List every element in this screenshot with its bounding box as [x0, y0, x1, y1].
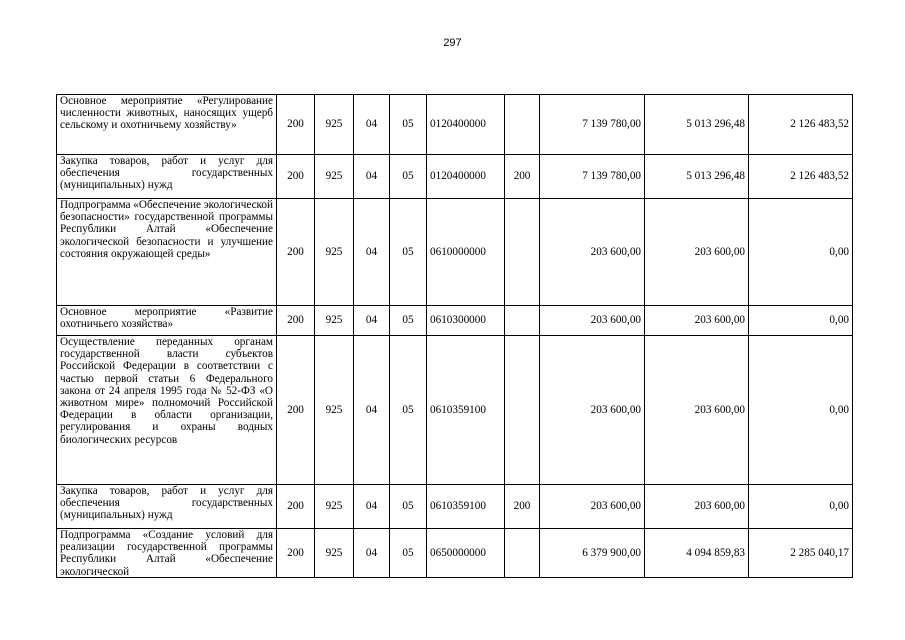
- cell-amount: 7 139 780,00: [540, 95, 645, 155]
- cell-amount: 203 600,00: [645, 306, 749, 336]
- cell-code: 04: [354, 306, 390, 336]
- cell-code: 04: [354, 336, 390, 485]
- cell-code: 200: [277, 529, 315, 578]
- table-row: [57, 199, 853, 306]
- cell-code: 04: [354, 95, 390, 155]
- cell-amount: 7 139 780,00: [540, 155, 645, 199]
- row-description: Осуществление переданных органам государственной власти субъектов Российской Федерации в соответствии с частью первой статьи 6 Федерального закона от 24 апреля 1995 года № 52-ФЗ «О животном мире» полномочий Российской Федерации в области организации, регулирования и охраны водных биологических ресурсов: [57, 336, 277, 485]
- row-description: Закупка товаров, работ и услуг для обеспечения государственных (муниципальных) нужд: [57, 155, 277, 199]
- cell-amount: 5 013 296,48: [645, 155, 749, 199]
- row-description: Основное мероприятие «Регулирование численности животных, наносящих ущерб сельскому и охотничьему хозяйству»: [57, 95, 277, 155]
- cell-code: 925: [315, 306, 354, 336]
- cell-amount: 5 013 296,48: [645, 95, 749, 155]
- cell-amount: 203 600,00: [540, 485, 645, 529]
- cell-amount: 2 285 040,17: [749, 529, 853, 578]
- cell-expense-type: [505, 529, 540, 578]
- cell-amount: 0,00: [749, 199, 853, 306]
- cell-code: 05: [390, 95, 427, 155]
- cell-expense-type: [505, 199, 540, 306]
- cell-code: 200: [277, 155, 315, 199]
- cell-code: 925: [315, 199, 354, 306]
- cell-amount: 0,00: [749, 306, 853, 336]
- table-row: [57, 485, 853, 529]
- table-row: [57, 336, 853, 485]
- cell-code: 05: [390, 306, 427, 336]
- cell-code: 04: [354, 199, 390, 306]
- cell-expense-type: [505, 336, 540, 485]
- table-row: [57, 155, 853, 199]
- row-description-text: Подпрограмма «Создание условий для реализации государственной программы Республики Алтай «Обеспечение экологической: [60, 529, 273, 576]
- cell-code: 05: [390, 336, 427, 485]
- cell-expense-type: 200: [505, 485, 540, 529]
- row-description: Закупка товаров, работ и услуг для обеспечения государственных (муниципальных) нужд: [57, 485, 277, 529]
- cell-code: 05: [390, 529, 427, 578]
- cell-amount: 203 600,00: [645, 199, 749, 306]
- cell-amount: 203 600,00: [540, 336, 645, 485]
- cell-amount: 0,00: [749, 336, 853, 485]
- cell-code: 925: [315, 155, 354, 199]
- cell-amount: 0,00: [749, 485, 853, 529]
- cell-amount: 2 126 483,52: [749, 95, 853, 155]
- cell-target-article: 0610000000: [427, 199, 505, 306]
- cell-code: 05: [390, 199, 427, 306]
- cell-code: 925: [315, 529, 354, 578]
- cell-target-article: 0650000000: [427, 529, 505, 578]
- table-row: [57, 306, 853, 336]
- row-description: Подпрограмма «Обеспечение экологической безопасности» государственной программы Республики Алтай «Обеспечение экологической безопасности и улучшение состояния окружающей среды»: [57, 199, 277, 306]
- cell-amount: 203 600,00: [645, 336, 749, 485]
- cell-code: 05: [390, 485, 427, 529]
- cell-code: 200: [277, 336, 315, 485]
- cell-amount: 203 600,00: [540, 306, 645, 336]
- cell-amount: 4 094 859,83: [645, 529, 749, 578]
- cell-target-article: 0120400000: [427, 95, 505, 155]
- cell-amount: 6 379 900,00: [540, 529, 645, 578]
- cell-code: 200: [277, 199, 315, 306]
- row-description: Основное мероприятие «Развитие охотничьего хозяйства»: [57, 306, 277, 336]
- table-row: [57, 95, 853, 155]
- page-number: 297: [443, 37, 462, 49]
- cell-code: 200: [277, 95, 315, 155]
- cell-expense-type: 200: [505, 155, 540, 199]
- budget-table: [56, 94, 853, 578]
- cell-target-article: 0610359100: [427, 336, 505, 485]
- cell-amount: 203 600,00: [540, 199, 645, 306]
- cell-expense-type: [505, 95, 540, 155]
- cell-code: 925: [315, 485, 354, 529]
- row-description: [57, 529, 277, 578]
- cell-code: 04: [354, 485, 390, 529]
- table-row: [57, 529, 853, 578]
- cell-code: 04: [354, 529, 390, 578]
- cell-amount: 203 600,00: [645, 485, 749, 529]
- cell-expense-type: [505, 306, 540, 336]
- cell-code: 925: [315, 95, 354, 155]
- cell-code: 200: [277, 306, 315, 336]
- cell-code: 04: [354, 155, 390, 199]
- cell-code: 925: [315, 336, 354, 485]
- cell-target-article: 0120400000: [427, 155, 505, 199]
- cell-target-article: 0610359100: [427, 485, 505, 529]
- cell-amount: 2 126 483,52: [749, 155, 853, 199]
- cell-code: 05: [390, 155, 427, 199]
- cell-target-article: 0610300000: [427, 306, 505, 336]
- cell-code: 200: [277, 485, 315, 529]
